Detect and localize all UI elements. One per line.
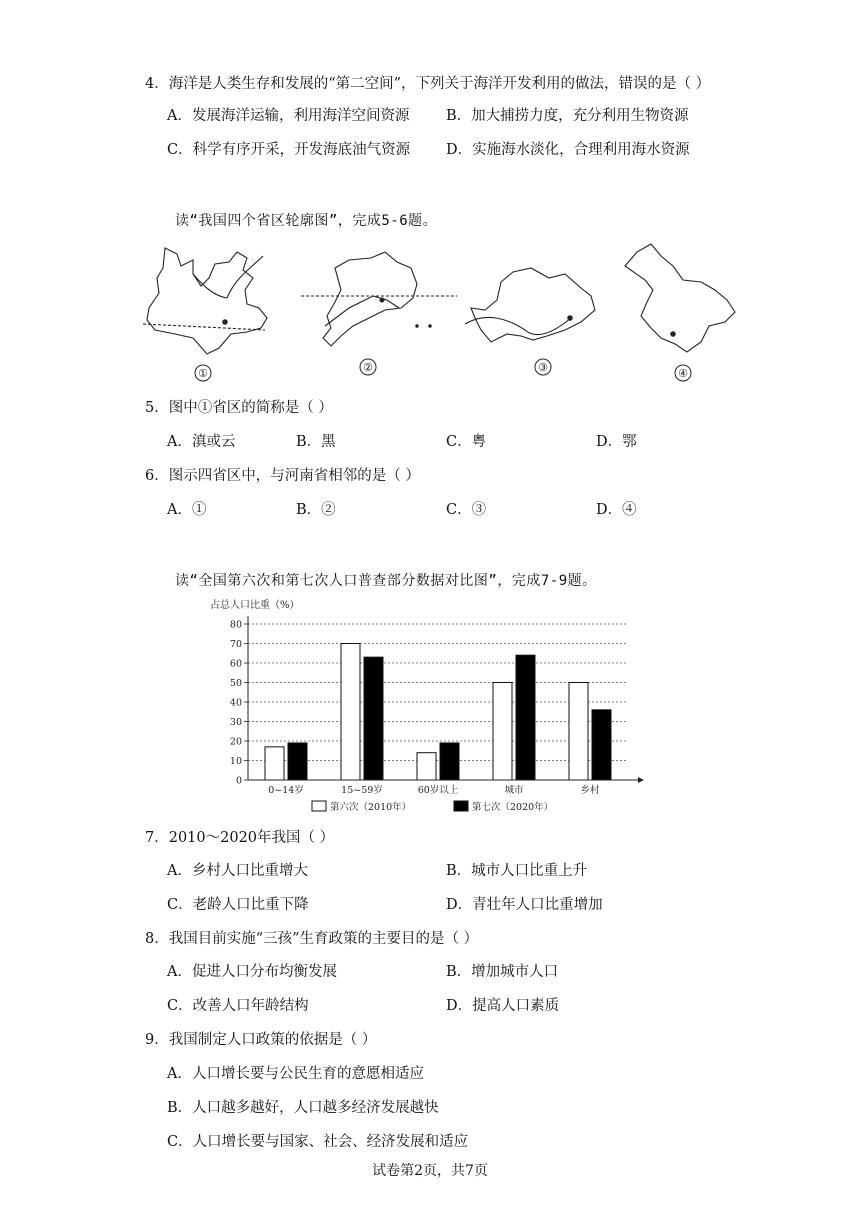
bar-2020-3 [516, 655, 535, 780]
q4-option-b[interactable]: B．加大捕捞力度，充分利用生物资源 [446, 108, 689, 124]
q4-option-a[interactable]: A．发展海洋运输，利用海洋空间资源 [167, 108, 410, 124]
legend-label-1: 第七次（2020年） [472, 802, 554, 813]
y-tick-label: 30 [229, 717, 242, 728]
q6-option-c[interactable]: C．③ [446, 502, 487, 518]
bar-2020-0 [288, 743, 307, 780]
y-tick-label: 50 [229, 678, 242, 689]
map-3-outline [465, 268, 595, 342]
map-label-4: ④ [678, 367, 688, 380]
question-4-stem: 4．海洋是人类生存和发展的“第二空间”，下列关于海洋开发利用的做法，错误的是（ ） [145, 76, 711, 92]
intro-5-6: 读“我国四个省区轮廓图”，完成5-6题。 [175, 213, 438, 229]
question-9-stem: 9．我国制定人口政策的依据是（ ） [145, 1032, 377, 1048]
map-label-3: ③ [538, 361, 548, 374]
y-tick-label: 10 [229, 756, 242, 767]
x-tick-label: 0~14岁 [268, 785, 304, 796]
question-8-stem: 8．我国目前实施“三孩”生育政策的主要目的是（ ） [145, 931, 479, 947]
question-6-stem: 6．图示四省区中，与河南省相邻的是（ ） [145, 468, 420, 484]
q6-option-a[interactable]: A．① [167, 502, 207, 518]
q5-option-c[interactable]: C．粤 [446, 434, 487, 450]
x-tick-label: 乡村 [580, 785, 600, 796]
chart-y-axis-label: 占总人口比重（%） [210, 600, 300, 611]
census-bar-chart [200, 594, 650, 820]
q5-option-b[interactable]: B．黑 [296, 434, 336, 450]
page-footer: 试卷第2页，共7页 [372, 1163, 488, 1179]
y-tick-label: 40 [229, 697, 242, 709]
q9-option-b[interactable]: B．人口越多越好，人口越多经济发展越快 [167, 1100, 439, 1116]
map-1-outline [143, 248, 267, 354]
intro-7-9: 读“全国第六次和第七次人口普查部分数据对比图”，完成7-9题。 [175, 573, 597, 589]
y-tick-label: 20 [229, 736, 242, 748]
bar-2010-4 [569, 683, 588, 781]
q9-option-a[interactable]: A．人口增长要与公民生育的意愿相适应 [167, 1066, 424, 1082]
question-7-stem: 7．2010～2020年我国（ ） [145, 830, 335, 846]
legend-swatch-1 [454, 801, 468, 811]
y-tick-label: 70 [229, 639, 242, 650]
bar-2020-1 [364, 657, 383, 780]
y-tick-label: 60 [229, 658, 242, 670]
x-tick-label: 60岁以上 [417, 785, 459, 796]
q6-option-b[interactable]: B．② [296, 502, 336, 518]
x-tick-label: 15~59岁 [341, 785, 383, 796]
province-outline-maps [135, 238, 755, 388]
question-5-stem: 5．图中①省区的简称是（ ） [145, 400, 333, 416]
map-label-1: ① [198, 367, 208, 380]
q5-option-a[interactable]: A．滇或云 [167, 434, 236, 450]
bar-2010-0 [265, 747, 284, 780]
q8-option-c[interactable]: C．改善人口年龄结构 [167, 998, 309, 1014]
q7-option-b[interactable]: B．城市人口比重上升 [446, 863, 588, 879]
q8-option-b[interactable]: B．增加城市人口 [446, 964, 559, 980]
q7-option-d[interactable]: D．青壮年人口比重增加 [446, 897, 603, 913]
bar-2010-1 [341, 644, 360, 781]
map-label-2: ② [363, 361, 373, 374]
bar-2020-2 [440, 743, 459, 780]
q8-option-a[interactable]: A．促进人口分布均衡发展 [167, 964, 337, 980]
y-tick-label: 80 [229, 619, 242, 631]
bar-2010-2 [417, 753, 436, 780]
legend-swatch-0 [312, 801, 326, 811]
q6-option-d[interactable]: D．④ [596, 502, 637, 518]
q5-option-d[interactable]: D．鄂 [596, 434, 637, 450]
q4-option-c[interactable]: C．科学有序开采，开发海底油气资源 [167, 142, 411, 158]
legend-label-0: 第六次（2010年） [330, 802, 412, 813]
bar-2010-3 [493, 683, 512, 781]
q8-option-d[interactable]: D．提高人口素质 [446, 998, 560, 1014]
y-tick-label: 0 [235, 775, 242, 787]
q4-option-d[interactable]: D．实施海水淡化，合理利用海水资源 [446, 142, 690, 158]
bar-2020-4 [592, 710, 611, 780]
q7-option-c[interactable]: C．老龄人口比重下降 [167, 897, 309, 913]
q9-option-c[interactable]: C．人口增长要与国家、社会、经济发展和适应 [167, 1134, 469, 1150]
x-axis-arrow [638, 777, 644, 783]
map-4-outline [625, 244, 735, 352]
x-tick-label: 城市 [504, 785, 524, 796]
map-2-outline [301, 252, 457, 346]
q7-option-a[interactable]: A．乡村人口比重增大 [167, 863, 308, 879]
